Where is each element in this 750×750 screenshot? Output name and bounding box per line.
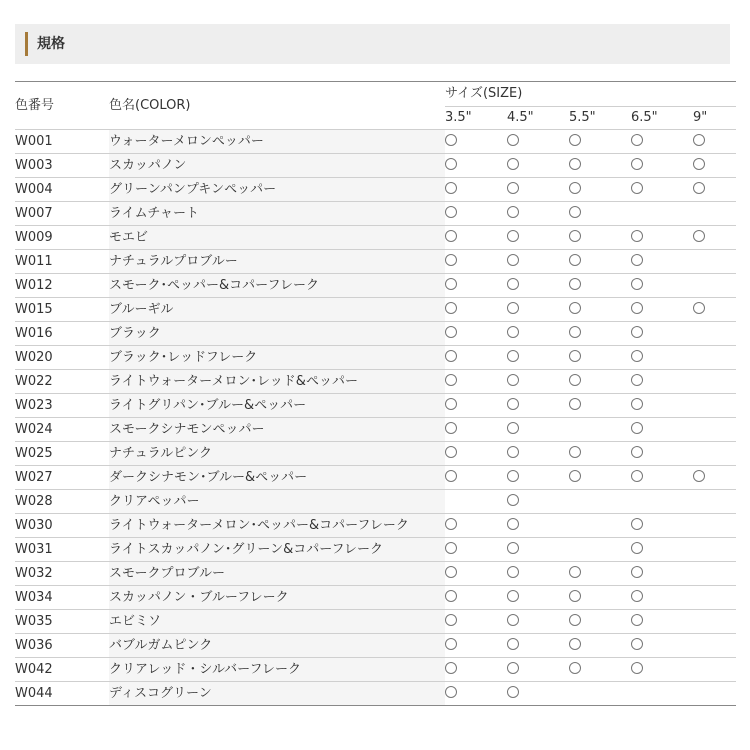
availability-cell — [569, 154, 631, 178]
circle-icon — [631, 662, 643, 674]
color-code: W024 — [15, 418, 109, 442]
availability-cell — [445, 658, 507, 682]
availability-cell — [631, 586, 693, 610]
availability-cell — [693, 442, 736, 466]
color-code: W004 — [15, 178, 109, 202]
circle-icon — [693, 470, 705, 482]
availability-cell — [507, 658, 569, 682]
availability-cell — [569, 562, 631, 586]
availability-cell — [445, 538, 507, 562]
availability-cell — [631, 298, 693, 322]
availability-cell — [445, 346, 507, 370]
color-code: W012 — [15, 274, 109, 298]
availability-cell — [507, 538, 569, 562]
circle-icon — [631, 278, 643, 290]
color-name: クリアレッド・シルバーフレーク — [109, 658, 445, 682]
accent-bar — [25, 32, 28, 56]
circle-icon — [569, 662, 581, 674]
availability-cell — [445, 298, 507, 322]
circle-icon — [569, 326, 581, 338]
availability-cell — [569, 538, 631, 562]
circle-icon — [569, 566, 581, 578]
availability-cell — [445, 586, 507, 610]
color-code: W009 — [15, 226, 109, 250]
circle-icon — [507, 206, 519, 218]
circle-icon — [507, 374, 519, 386]
circle-icon — [507, 158, 519, 170]
availability-cell — [693, 490, 736, 514]
availability-cell — [507, 634, 569, 658]
availability-cell — [507, 322, 569, 346]
color-name: ナチュラルピンク — [109, 442, 445, 466]
availability-cell — [569, 178, 631, 202]
availability-cell — [507, 154, 569, 178]
availability-cell — [507, 370, 569, 394]
circle-icon — [445, 662, 457, 674]
circle-icon — [569, 134, 581, 146]
color-name: ブルーギル — [109, 298, 445, 322]
availability-cell — [569, 274, 631, 298]
availability-cell — [693, 394, 736, 418]
circle-icon — [507, 638, 519, 650]
color-name: ダークシナモン･ブルー&ペッパー — [109, 466, 445, 490]
color-name: エビミソ — [109, 610, 445, 634]
circle-icon — [507, 398, 519, 410]
table-row — [15, 634, 736, 658]
availability-cell — [569, 250, 631, 274]
table-row — [15, 466, 736, 490]
circle-icon — [631, 254, 643, 266]
circle-icon — [631, 422, 643, 434]
availability-cell — [507, 298, 569, 322]
availability-cell — [569, 394, 631, 418]
circle-icon — [569, 206, 581, 218]
availability-cell — [569, 442, 631, 466]
color-code: W015 — [15, 298, 109, 322]
circle-icon — [507, 278, 519, 290]
circle-icon — [507, 302, 519, 314]
availability-cell — [693, 130, 736, 154]
availability-cell — [693, 298, 736, 322]
circle-icon — [445, 278, 457, 290]
availability-cell — [693, 658, 736, 682]
circle-icon — [507, 350, 519, 362]
circle-icon — [507, 254, 519, 266]
availability-cell — [507, 418, 569, 442]
availability-cell — [631, 562, 693, 586]
section-title: 規格 — [37, 36, 65, 52]
availability-cell — [569, 418, 631, 442]
circle-icon — [507, 182, 519, 194]
table-row — [15, 418, 736, 442]
availability-cell — [693, 586, 736, 610]
circle-icon — [631, 182, 643, 194]
circle-icon — [569, 374, 581, 386]
availability-cell — [631, 250, 693, 274]
circle-icon — [631, 398, 643, 410]
circle-icon — [507, 422, 519, 434]
availability-cell — [445, 250, 507, 274]
circle-icon — [631, 446, 643, 458]
circle-icon — [569, 182, 581, 194]
availability-cell — [693, 202, 736, 226]
availability-cell — [693, 178, 736, 202]
header-code: 色番号 — [15, 82, 109, 130]
availability-cell — [631, 538, 693, 562]
circle-icon — [631, 350, 643, 362]
circle-icon — [445, 566, 457, 578]
color-name: モエビ — [109, 226, 445, 250]
availability-cell — [693, 610, 736, 634]
circle-icon — [693, 158, 705, 170]
availability-cell — [507, 490, 569, 514]
circle-icon — [445, 230, 457, 242]
circle-icon — [445, 254, 457, 266]
availability-cell — [445, 418, 507, 442]
availability-cell — [569, 490, 631, 514]
table-row — [15, 538, 736, 562]
circle-icon — [569, 278, 581, 290]
table-row — [15, 562, 736, 586]
availability-cell — [693, 322, 736, 346]
availability-cell — [569, 130, 631, 154]
color-name: ディスコグリーン — [109, 682, 445, 706]
circle-icon — [631, 134, 643, 146]
availability-cell — [507, 346, 569, 370]
availability-cell — [445, 274, 507, 298]
availability-cell — [693, 466, 736, 490]
circle-icon — [631, 230, 643, 242]
availability-cell — [693, 226, 736, 250]
circle-icon — [445, 542, 457, 554]
color-code: W036 — [15, 634, 109, 658]
circle-icon — [507, 614, 519, 626]
availability-cell — [693, 634, 736, 658]
availability-cell — [631, 490, 693, 514]
circle-icon — [569, 638, 581, 650]
availability-cell — [569, 514, 631, 538]
availability-cell — [631, 370, 693, 394]
availability-cell — [507, 226, 569, 250]
availability-cell — [569, 202, 631, 226]
circle-icon — [631, 302, 643, 314]
circle-icon — [507, 134, 519, 146]
color-code: W023 — [15, 394, 109, 418]
color-code: W020 — [15, 346, 109, 370]
size-header-0: 3.5" — [445, 107, 507, 130]
availability-cell — [569, 634, 631, 658]
availability-cell — [631, 154, 693, 178]
color-code: W007 — [15, 202, 109, 226]
availability-cell — [445, 682, 507, 706]
availability-cell — [445, 154, 507, 178]
circle-icon — [507, 494, 519, 506]
circle-icon — [445, 614, 457, 626]
availability-cell — [507, 682, 569, 706]
color-name: スカッパノン・ブルーフレーク — [109, 586, 445, 610]
table-row — [15, 610, 736, 634]
circle-icon — [507, 470, 519, 482]
availability-cell — [631, 610, 693, 634]
circle-icon — [445, 350, 457, 362]
availability-cell — [445, 178, 507, 202]
table-row — [15, 514, 736, 538]
circle-icon — [631, 566, 643, 578]
circle-icon — [507, 230, 519, 242]
availability-cell — [445, 514, 507, 538]
table-row — [15, 346, 736, 370]
circle-icon — [445, 686, 457, 698]
availability-cell — [445, 562, 507, 586]
table-row — [15, 682, 736, 706]
color-name: スモークプロブルー — [109, 562, 445, 586]
availability-cell — [507, 130, 569, 154]
circle-icon — [631, 638, 643, 650]
circle-icon — [445, 518, 457, 530]
spec-table — [15, 81, 736, 706]
color-code: W030 — [15, 514, 109, 538]
circle-icon — [445, 470, 457, 482]
table-row — [15, 250, 736, 274]
circle-icon — [631, 326, 643, 338]
color-name: スモークシナモンペッパー — [109, 418, 445, 442]
circle-icon — [445, 590, 457, 602]
size-header-2: 5.5" — [569, 107, 631, 130]
color-code: W042 — [15, 658, 109, 682]
circle-icon — [445, 398, 457, 410]
circle-icon — [507, 542, 519, 554]
availability-cell — [631, 514, 693, 538]
availability-cell — [507, 250, 569, 274]
availability-cell — [507, 394, 569, 418]
color-name: スカッパノン — [109, 154, 445, 178]
availability-cell — [507, 442, 569, 466]
color-name: ウォーターメロンペッパー — [109, 130, 445, 154]
color-name: グリーンパンプキンペッパー — [109, 178, 445, 202]
table-row — [15, 274, 736, 298]
color-code: W032 — [15, 562, 109, 586]
availability-cell — [693, 514, 736, 538]
circle-icon — [507, 518, 519, 530]
color-code: W011 — [15, 250, 109, 274]
availability-cell — [631, 418, 693, 442]
circle-icon — [569, 254, 581, 266]
color-code: W034 — [15, 586, 109, 610]
availability-cell — [569, 322, 631, 346]
circle-icon — [445, 182, 457, 194]
circle-icon — [507, 446, 519, 458]
circle-icon — [507, 566, 519, 578]
availability-cell — [569, 658, 631, 682]
circle-icon — [631, 470, 643, 482]
color-name: クリアペッパー — [109, 490, 445, 514]
availability-cell — [445, 130, 507, 154]
color-name: ライトウォーターメロン･レッド&ペッパー — [109, 370, 445, 394]
circle-icon — [507, 590, 519, 602]
color-name: ライトウォーターメロン･ペッパー&コパーフレーク — [109, 514, 445, 538]
availability-cell — [507, 514, 569, 538]
availability-cell — [569, 370, 631, 394]
availability-cell — [631, 130, 693, 154]
color-name: ナチュラルプロブルー — [109, 250, 445, 274]
availability-cell — [445, 466, 507, 490]
color-code: W001 — [15, 130, 109, 154]
availability-cell — [631, 274, 693, 298]
availability-cell — [569, 226, 631, 250]
header-name: 色名(COLOR) — [109, 82, 445, 130]
circle-icon — [569, 590, 581, 602]
circle-icon — [631, 158, 643, 170]
circle-icon — [569, 470, 581, 482]
table-row — [15, 202, 736, 226]
availability-cell — [693, 682, 736, 706]
circle-icon — [507, 686, 519, 698]
color-code: W044 — [15, 682, 109, 706]
color-code: W022 — [15, 370, 109, 394]
table-row — [15, 442, 736, 466]
circle-icon — [693, 302, 705, 314]
color-code: W027 — [15, 466, 109, 490]
color-name: ライムチャート — [109, 202, 445, 226]
color-name: スモーク･ペッパー&コパーフレーク — [109, 274, 445, 298]
color-code: W031 — [15, 538, 109, 562]
availability-cell — [631, 202, 693, 226]
availability-cell — [693, 370, 736, 394]
header-size: サイズ(SIZE) — [445, 82, 736, 107]
color-name: ライトスカッパノン･グリーン&コパーフレーク — [109, 538, 445, 562]
table-row — [15, 298, 736, 322]
circle-icon — [631, 590, 643, 602]
availability-cell — [507, 178, 569, 202]
circle-icon — [569, 398, 581, 410]
circle-icon — [631, 518, 643, 530]
circle-icon — [569, 302, 581, 314]
table-row — [15, 394, 736, 418]
availability-cell — [569, 466, 631, 490]
circle-icon — [445, 422, 457, 434]
color-name: ブラック — [109, 322, 445, 346]
availability-cell — [569, 682, 631, 706]
circle-icon — [569, 158, 581, 170]
table-row — [15, 154, 736, 178]
availability-cell — [631, 634, 693, 658]
circle-icon — [631, 542, 643, 554]
color-code: W035 — [15, 610, 109, 634]
availability-cell — [631, 658, 693, 682]
table-row — [15, 370, 736, 394]
circle-icon — [507, 326, 519, 338]
size-header-4: 9" — [693, 107, 736, 130]
availability-cell — [569, 610, 631, 634]
availability-cell — [445, 322, 507, 346]
availability-cell — [507, 610, 569, 634]
availability-cell — [693, 274, 736, 298]
availability-cell — [445, 394, 507, 418]
availability-cell — [507, 586, 569, 610]
availability-cell — [507, 562, 569, 586]
circle-icon — [445, 206, 457, 218]
availability-cell — [445, 202, 507, 226]
availability-cell — [631, 442, 693, 466]
availability-cell — [693, 154, 736, 178]
availability-cell — [569, 586, 631, 610]
availability-cell — [631, 346, 693, 370]
color-code: W028 — [15, 490, 109, 514]
availability-cell — [693, 538, 736, 562]
availability-cell — [631, 322, 693, 346]
circle-icon — [445, 446, 457, 458]
table-row — [15, 226, 736, 250]
circle-icon — [445, 374, 457, 386]
circle-icon — [507, 662, 519, 674]
availability-cell — [569, 346, 631, 370]
table-row — [15, 658, 736, 682]
table-row — [15, 490, 736, 514]
circle-icon — [693, 182, 705, 194]
circle-icon — [445, 158, 457, 170]
circle-icon — [445, 302, 457, 314]
section-header — [15, 24, 730, 64]
availability-cell — [445, 442, 507, 466]
circle-icon — [445, 638, 457, 650]
color-name: ブラック･レッドフレーク — [109, 346, 445, 370]
availability-cell — [445, 610, 507, 634]
table-row — [15, 322, 736, 346]
circle-icon — [445, 134, 457, 146]
availability-cell — [631, 682, 693, 706]
availability-cell — [693, 418, 736, 442]
circle-icon — [569, 614, 581, 626]
availability-cell — [507, 466, 569, 490]
availability-cell — [631, 394, 693, 418]
availability-cell — [445, 370, 507, 394]
availability-cell — [507, 274, 569, 298]
availability-cell — [445, 490, 507, 514]
circle-icon — [569, 446, 581, 458]
color-code: W025 — [15, 442, 109, 466]
table-row — [15, 178, 736, 202]
availability-cell — [631, 226, 693, 250]
circle-icon — [693, 230, 705, 242]
availability-cell — [693, 562, 736, 586]
circle-icon — [631, 614, 643, 626]
circle-icon — [445, 326, 457, 338]
availability-cell — [693, 346, 736, 370]
circle-icon — [569, 350, 581, 362]
color-name: ライトグリパン･ブルー&ペッパー — [109, 394, 445, 418]
availability-cell — [445, 634, 507, 658]
table-row — [15, 586, 736, 610]
size-header-3: 6.5" — [631, 107, 693, 130]
availability-cell — [693, 250, 736, 274]
availability-cell — [631, 178, 693, 202]
availability-cell — [569, 298, 631, 322]
color-name: バブルガムピンク — [109, 634, 445, 658]
availability-cell — [631, 466, 693, 490]
circle-icon — [631, 374, 643, 386]
color-code: W016 — [15, 322, 109, 346]
circle-icon — [569, 230, 581, 242]
table-row — [15, 130, 736, 154]
availability-cell — [445, 226, 507, 250]
color-code: W003 — [15, 154, 109, 178]
circle-icon — [693, 134, 705, 146]
availability-cell — [507, 202, 569, 226]
size-header-1: 4.5" — [507, 107, 569, 130]
